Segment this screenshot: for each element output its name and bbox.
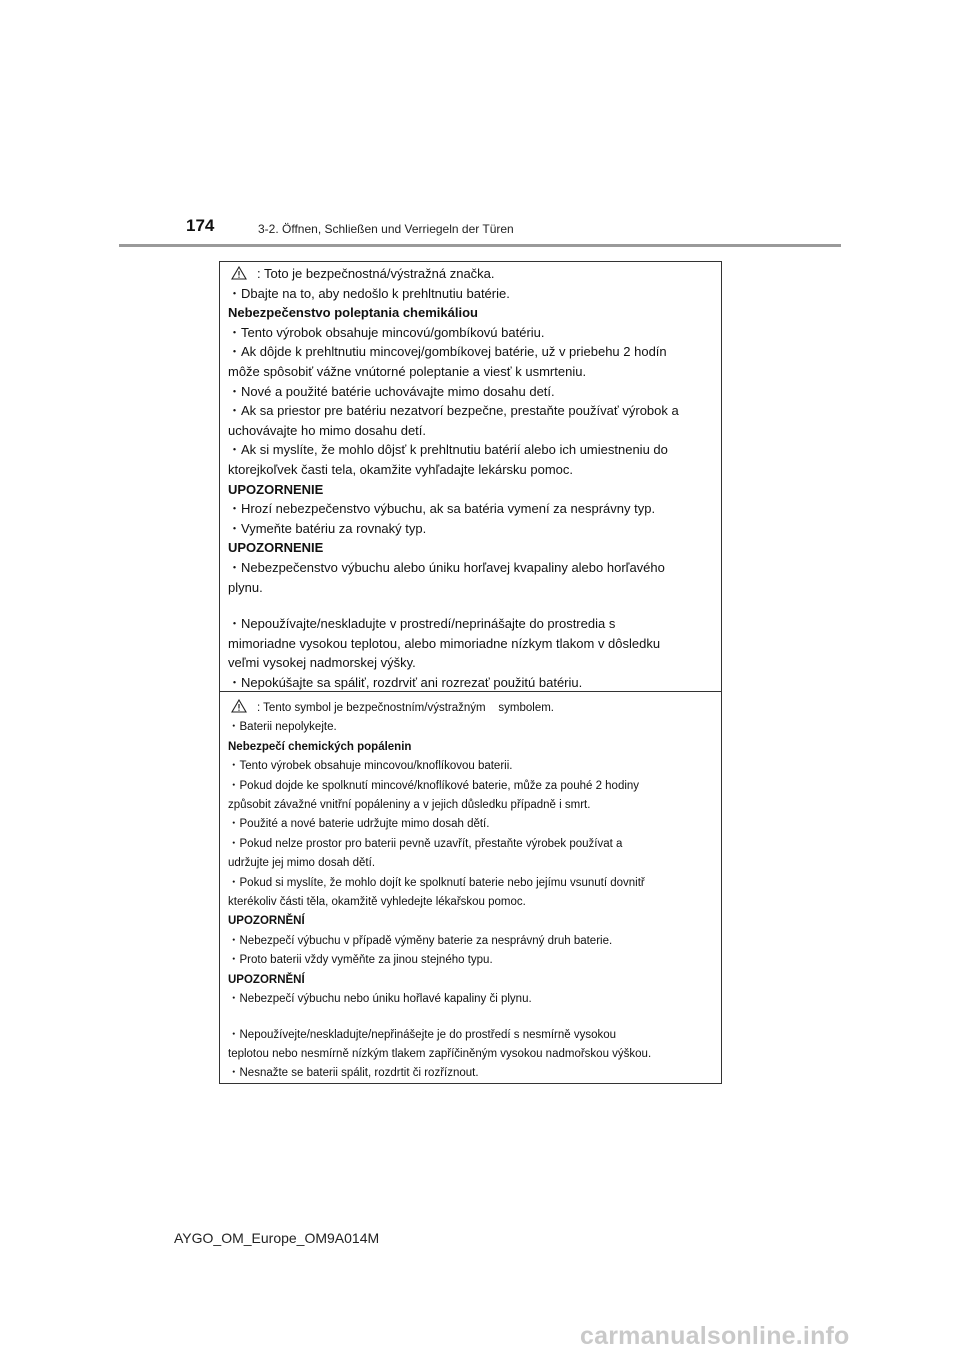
slovak-line: môže spôsobiť vážne vnútorné poleptanie a viesť k usmrteniu. — [228, 363, 587, 379]
slovak-line: ・Nepokúšajte sa spáliť, rozdrviť ani rozrezať použitú batériu. — [228, 674, 583, 690]
czech-heading-caution: UPOZORNĚNÍ — [228, 973, 305, 986]
page-number: 174 — [186, 216, 215, 235]
czech-line: ・Pokud nelze prostor pro baterii pevně uzavřít, přestaňte výrobek používat a — [228, 837, 623, 850]
slovak-line: ・Dbajte na to, aby nedošlo k prehltnutiu batérie. — [228, 285, 510, 301]
czech-line: ・Pokud dojde ke spolknutí mincové/knoflíkové baterie, může za pouhé 2 hodiny — [228, 779, 640, 792]
footer-document-code: AYGO_OM_Europe_OM9A014M — [174, 1230, 380, 1246]
slovak-line: ・Nebezpečenstvo výbuchu alebo úniku horľavej kvapaliny alebo horľavého — [228, 559, 665, 575]
czech-line: teplotou nebo nesmírně nízkým tlakem zapříčiněným vysokou nadmořskou výškou. — [228, 1047, 652, 1060]
slovak-symbol-note: : Toto je bezpečnostná/výstražná značka. — [257, 266, 495, 281]
czech-line: ・Pokud si myslíte, že mohlo dojít ke spolknutí baterie nebo jejímu vsunutí dovnitř — [228, 876, 645, 889]
czech-warning-section — [228, 699, 715, 1084]
czech-symbol-line — [228, 699, 715, 718]
slovak-line: mimoriadne vysokou teplotou, alebo mimoriadne nízkym tlakom v dôsledku — [228, 635, 661, 651]
slovak-line: ・Tento výrobok obsahuje mincovú/gombíkovú batériu. — [228, 324, 545, 340]
czech-line: ・Nebezpečí výbuchu nebo úniku hořlavé kapaliny či plynu. — [228, 993, 532, 1006]
slovak-line: ・Nepoužívajte/neskladujte v prostredí/neprinášajte do prostredia s — [228, 616, 616, 632]
czech-line: ・Proto baterii vždy vyměňte za jinou stejného typu. — [228, 954, 493, 967]
czech-symbol-note: : Tento symbol je bezpečnostním/výstražným symbolem. — [257, 702, 554, 714]
slovak-line: ・Hrozí nebezpečenstvo výbuchu, ak sa batéria vymení za nesprávny typ. — [228, 501, 656, 517]
header-rule — [119, 244, 841, 247]
slovak-line: veľmi vysokej nadmorskej výšky. — [228, 655, 416, 671]
slovak-line: ・Ak si myslíte, že mohlo dôjsť k prehltnutiu batérií alebo ich umiestneniu do — [228, 442, 668, 458]
section-title: 3-2. Öffnen, Schließen und Verriegeln der Türen — [258, 222, 514, 236]
czech-line: ・Nepoužívejte/neskladujte/nepřinášejte je do prostředí s nesmírně vysokou — [228, 1028, 617, 1041]
slovak-line: ktorejkoľvek časti tela, okamžite vyhľadajte lekársku pomoc. — [228, 461, 574, 477]
czech-line: ・Baterii nepolykejte. — [228, 721, 337, 734]
slovak-line: ・Ak sa priestor pre batériu nezatvorí bezpečne, prestaňte používať výrobok a — [228, 403, 679, 419]
slovak-line: ・Ak dôjde k prehltnutiu mincovej/gombíkovej batérie, už v priebehu 2 hodín — [228, 344, 667, 360]
warning-triangle-icon — [231, 266, 247, 280]
slovak-heading-caution: UPOZORNENIE — [228, 540, 324, 556]
slovak-line: uchovávajte ho mimo dosahu detí. — [228, 422, 427, 438]
warning-triangle-icon — [231, 699, 247, 713]
czech-line: ・Tento výrobek obsahuje mincovou/knoflíkovou baterii. — [228, 760, 513, 773]
slovak-heading-chemical: Nebezpečenstvo poleptania chemikáliou — [228, 305, 478, 321]
paragraph-gap — [228, 597, 715, 614]
czech-line: udržujte jej mimo dosah dětí. — [228, 857, 376, 870]
slovak-line: plynu. — [228, 579, 263, 595]
czech-heading-chemical: Nebezpečí chemických popálenin — [228, 740, 412, 753]
czech-line: ・Nebezpečí výbuchu v případě výměny baterie za nesprávný druh baterie. — [228, 934, 613, 947]
slovak-warning-section — [228, 264, 715, 692]
slovak-heading-caution: UPOZORNENIE — [228, 481, 324, 497]
slovak-line: ・Vymeňte batériu za rovnaký typ. — [228, 520, 427, 536]
warning-box — [219, 261, 722, 1084]
paragraph-gap — [228, 1010, 715, 1026]
czech-line: ・Nesnažte se baterii spálit, rozdrtit či rozříznout. — [228, 1067, 479, 1080]
slovak-line: ・Nové a použité batérie uchovávajte mimo dosahu detí. — [228, 383, 555, 399]
watermark: carmanualsonline.info — [580, 1322, 850, 1350]
czech-heading-caution: UPOZORNĚNÍ — [228, 915, 305, 928]
slovak-symbol-line — [228, 264, 715, 284]
czech-line: ・Použité a nové baterie udržujte mimo dosah dětí. — [228, 818, 490, 831]
czech-line: způsobit závažné vnitřní popáleniny a v jejich důsledku případně i smrt. — [228, 799, 591, 812]
czech-line: kterékoliv části těla, okamžitě vyhledejte lékařskou pomoc. — [228, 896, 526, 909]
section-divider — [220, 691, 721, 692]
